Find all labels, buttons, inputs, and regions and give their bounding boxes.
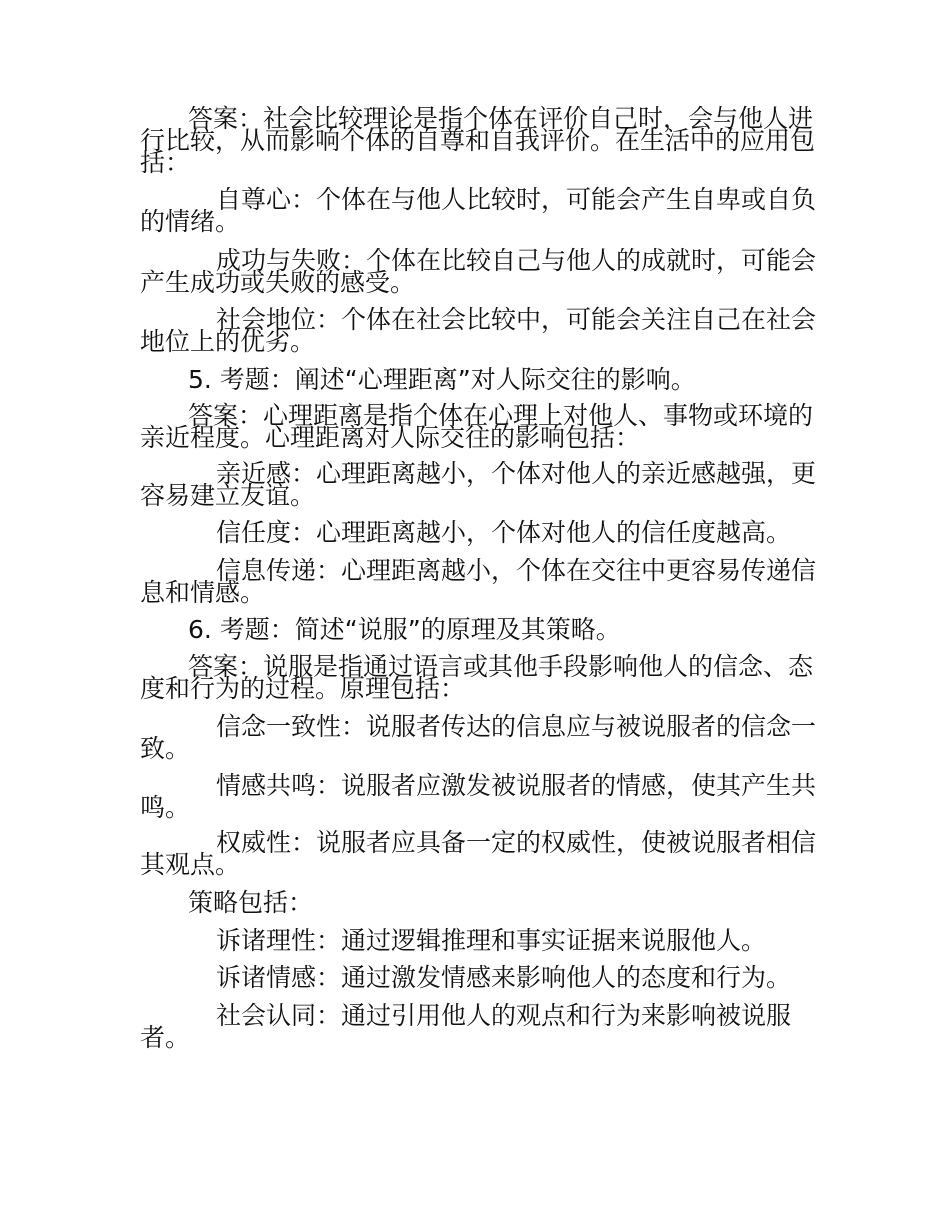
answer-6-principle-belief: 信念一致性：说服者传达的信息应与被说服者的信念一致。 bbox=[140, 712, 817, 763]
answer-4-point-status: 社会地位：个体在社会比较中，可能会关注自己在社会地位上的优劣。 bbox=[140, 305, 817, 356]
answer-5-point-closeness: 亲近感：心理距离越小，个体对他人的亲近感越强，更容易建立友谊。 bbox=[140, 459, 817, 510]
strategies-heading: 策略包括： bbox=[188, 888, 314, 917]
answer-5-point-information: 信息传递：心理距离越小，个体在交往中更容易传递信息和情感。 bbox=[140, 556, 817, 607]
strategy-emotion: 诉诸情感：通过激发情感来影响他人的态度和行为。 bbox=[216, 963, 792, 992]
answer-5-paragraph: 答案：心理距离是指个体在心理上对他人、事物或环境的亲近程度。心理距离对人际交往的影响包括： bbox=[140, 401, 814, 452]
strategy-social-proof: 社会认同：通过引用他人的观点和行为来影响被说服者。 bbox=[140, 1001, 792, 1052]
question-5-heading: 5. 考题：阐述“心理距离”对人际交往的影响。 bbox=[188, 365, 696, 394]
answer-4-point-success: 成功与失败：个体在比较自己与他人的成就时，可能会产生成功或失败的感受。 bbox=[140, 246, 817, 297]
answer-4-point-self-esteem: 自尊心：个体在与他人比较时，可能会产生自卑或自负的情绪。 bbox=[140, 185, 817, 236]
answer-6-paragraph: 答案：说服是指通过语言或其他手段影响他人的信念、态度和行为的过程。原理包括： bbox=[140, 652, 814, 703]
answer-6-principle-emotion: 情感共鸣：说服者应激发被说服者的情感，使其产生共鸣。 bbox=[140, 771, 817, 822]
answer-5-point-trust: 信任度：心理距离越小，个体对他人的信任度越高。 bbox=[216, 518, 792, 547]
answer-4-paragraph: 答案：社会比较理论是指个体在评价自己时，会与他人进行比较，从而影响个体的自尊和自我评价。在生活中的应用包括： bbox=[140, 104, 816, 177]
question-6-heading: 6. 考题：简述“说服”的原理及其策略。 bbox=[188, 615, 621, 644]
strategy-reason: 诉诸理性：通过逻辑推理和事实证据来说服他人。 bbox=[216, 926, 767, 955]
answer-6-principle-authority: 权威性：说服者应具备一定的权威性，使被说服者相信其观点。 bbox=[140, 828, 817, 879]
